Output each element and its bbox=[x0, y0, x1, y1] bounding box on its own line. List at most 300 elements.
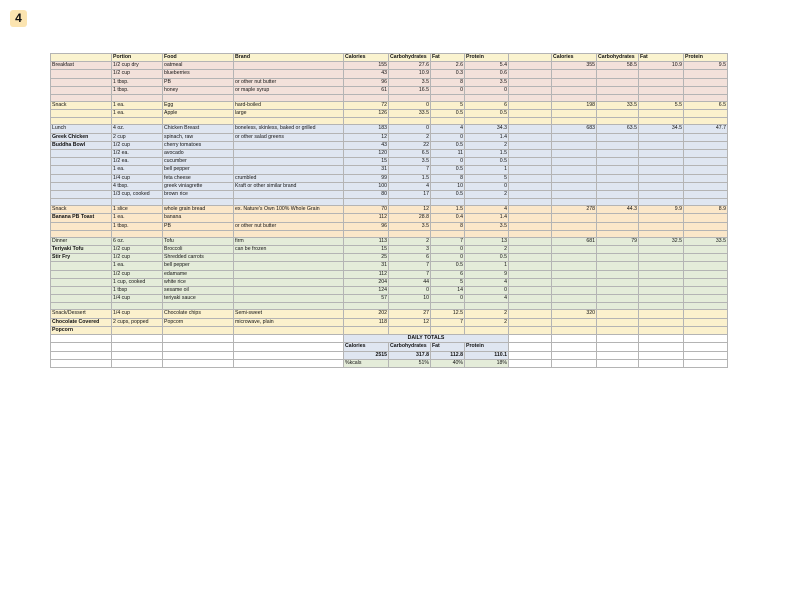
fat-cell: 5 bbox=[431, 102, 465, 110]
meal-label: Chocolate Covered bbox=[51, 318, 112, 326]
spacer-cell bbox=[509, 237, 552, 245]
meal-total-protein bbox=[684, 86, 728, 94]
blank-cell bbox=[552, 95, 597, 102]
spacer-cell bbox=[509, 222, 552, 230]
meal-total-calories bbox=[552, 182, 597, 190]
table-row bbox=[51, 174, 728, 182]
meal-label: Snack bbox=[51, 102, 112, 110]
protein-cell: 0 bbox=[465, 287, 509, 295]
calories-cell: 43 bbox=[344, 141, 389, 149]
carbs-cell: 10 bbox=[389, 295, 431, 303]
calories-cell: 31 bbox=[344, 166, 389, 174]
blank-cell bbox=[639, 95, 684, 102]
food-cell: brown rice bbox=[163, 191, 234, 199]
carbs-cell: 16.5 bbox=[389, 86, 431, 94]
blank-cell bbox=[112, 230, 163, 237]
fat-cell: 0.4 bbox=[431, 214, 465, 222]
calories-cell: 99 bbox=[344, 174, 389, 182]
calories-cell: 155 bbox=[344, 62, 389, 70]
brand-cell: Semi-sweet bbox=[234, 310, 344, 318]
meal-label: Snack bbox=[51, 206, 112, 214]
meal-label: Breakfast bbox=[51, 62, 112, 70]
daily-total-calories: 2515 bbox=[344, 351, 389, 359]
table-row bbox=[51, 270, 728, 278]
meal-total-protein bbox=[684, 158, 728, 166]
table-row bbox=[51, 110, 728, 118]
fat-cell: 8 bbox=[431, 222, 465, 230]
blank-cell bbox=[639, 303, 684, 310]
spacer-cell bbox=[509, 326, 552, 334]
meal-total-protein bbox=[684, 278, 728, 286]
meal-total-calories bbox=[552, 214, 597, 222]
meal-total-fat bbox=[639, 166, 684, 174]
fat-cell: 2.6 bbox=[431, 62, 465, 70]
spacer-cell bbox=[509, 133, 552, 141]
portion-cell: 1 ea. bbox=[112, 166, 163, 174]
meal-total-calories bbox=[552, 270, 597, 278]
meal-total-fat bbox=[639, 262, 684, 270]
portion-cell: 1 tbsp. bbox=[112, 222, 163, 230]
meal-total-carbs bbox=[597, 141, 639, 149]
blank-row bbox=[51, 230, 728, 237]
spacer-cell bbox=[509, 166, 552, 174]
blank-cell bbox=[639, 230, 684, 237]
meal-total-protein bbox=[684, 166, 728, 174]
carbs-cell: 27.6 bbox=[389, 62, 431, 70]
blank-cell bbox=[684, 335, 728, 343]
brand-cell bbox=[234, 166, 344, 174]
meal-label bbox=[51, 278, 112, 286]
meal-total-carbs bbox=[597, 86, 639, 94]
table-row bbox=[51, 62, 728, 70]
table-row bbox=[51, 278, 728, 286]
blank-cell bbox=[552, 230, 597, 237]
daily-total-fat: 112.8 bbox=[431, 351, 465, 359]
blank-cell bbox=[684, 199, 728, 206]
header-protein: Protein bbox=[465, 54, 509, 62]
food-cell: teriyaki sauce bbox=[163, 295, 234, 303]
brand-cell: or other nut butter bbox=[234, 222, 344, 230]
protein-cell: 1 bbox=[465, 166, 509, 174]
meal-total-fat bbox=[639, 318, 684, 326]
meal-total-protein bbox=[684, 270, 728, 278]
meal-total-fat bbox=[639, 246, 684, 254]
spacer-cell bbox=[509, 310, 552, 318]
brand-cell bbox=[234, 326, 344, 334]
food-cell bbox=[163, 326, 234, 334]
meal-total-fat bbox=[639, 278, 684, 286]
blank-cell bbox=[112, 303, 163, 310]
meal-total-protein bbox=[684, 326, 728, 334]
portion-cell: 1 ea. bbox=[112, 110, 163, 118]
meal-total-carbs: 79 bbox=[597, 237, 639, 245]
meal-total-protein bbox=[684, 262, 728, 270]
blank-cell bbox=[163, 343, 234, 351]
food-cell: Chocolate chips bbox=[163, 310, 234, 318]
calories-cell: 126 bbox=[344, 110, 389, 118]
spacer-cell bbox=[509, 86, 552, 94]
protein-cell bbox=[465, 326, 509, 334]
calories-cell: 25 bbox=[344, 254, 389, 262]
portion-cell: 6 oz. bbox=[112, 237, 163, 245]
blank-cell bbox=[509, 118, 552, 125]
spacer-cell bbox=[509, 110, 552, 118]
food-cell: spinach, raw bbox=[163, 133, 234, 141]
blank-cell bbox=[163, 199, 234, 206]
header-total-fat: Fat bbox=[639, 54, 684, 62]
meal-total-protein bbox=[684, 246, 728, 254]
spacer-cell bbox=[509, 78, 552, 86]
meal-label bbox=[51, 78, 112, 86]
blank-cell bbox=[112, 351, 163, 359]
meal-label bbox=[51, 262, 112, 270]
daily-total-protein: 110.1 bbox=[465, 351, 509, 359]
meal-total-protein bbox=[684, 214, 728, 222]
spacer-cell bbox=[509, 262, 552, 270]
blank-cell bbox=[465, 230, 509, 237]
food-cell: PB bbox=[163, 78, 234, 86]
table-row bbox=[51, 310, 728, 318]
meal-total-carbs bbox=[597, 254, 639, 262]
brand-cell bbox=[234, 70, 344, 78]
meal-total-carbs: 33.5 bbox=[597, 102, 639, 110]
blank-cell bbox=[465, 95, 509, 102]
calories-cell: 70 bbox=[344, 206, 389, 214]
meal-label bbox=[51, 158, 112, 166]
blank-cell bbox=[509, 351, 552, 359]
header-calories: Calories bbox=[344, 54, 389, 62]
blank-cell bbox=[597, 303, 639, 310]
meal-total-calories: 278 bbox=[552, 206, 597, 214]
meal-total-protein bbox=[684, 174, 728, 182]
food-cell: sesame oil bbox=[163, 287, 234, 295]
meal-label bbox=[51, 287, 112, 295]
carbs-cell: 0 bbox=[389, 102, 431, 110]
table-row bbox=[51, 125, 728, 133]
brand-cell bbox=[234, 141, 344, 149]
meal-label: Banana PB Toast bbox=[51, 214, 112, 222]
meal-total-protein bbox=[684, 182, 728, 190]
meal-label: Dinner bbox=[51, 237, 112, 245]
header-carbs: Carbohydrates bbox=[389, 54, 431, 62]
fat-cell: 7 bbox=[431, 237, 465, 245]
meal-total-protein bbox=[684, 110, 728, 118]
meal-label: Greek Chicken bbox=[51, 133, 112, 141]
meal-total-fat: 10.9 bbox=[639, 62, 684, 70]
blank-cell bbox=[389, 199, 431, 206]
meal-total-carbs bbox=[597, 295, 639, 303]
brand-cell bbox=[234, 62, 344, 70]
pct-kcals-carbs: 51% bbox=[389, 359, 431, 367]
portion-cell: 1 cup, cooked bbox=[112, 278, 163, 286]
meal-total-calories bbox=[552, 110, 597, 118]
meal-total-calories bbox=[552, 191, 597, 199]
meal-total-fat: 34.5 bbox=[639, 125, 684, 133]
portion-cell: 1 tbsp. bbox=[112, 86, 163, 94]
food-cell: feta cheese bbox=[163, 174, 234, 182]
blank-cell bbox=[431, 303, 465, 310]
brand-cell bbox=[234, 254, 344, 262]
meal-total-protein: 9.5 bbox=[684, 62, 728, 70]
spacer-cell bbox=[509, 102, 552, 110]
portion-cell: 1 tbsp. bbox=[112, 78, 163, 86]
portion-cell: 1/2 ea. bbox=[112, 158, 163, 166]
brand-cell: or other salad greens bbox=[234, 133, 344, 141]
table-row bbox=[51, 102, 728, 110]
meal-total-fat: 9.9 bbox=[639, 206, 684, 214]
carbs-cell: 1.5 bbox=[389, 174, 431, 182]
portion-cell: 1/2 cup bbox=[112, 246, 163, 254]
blank-cell bbox=[552, 359, 597, 367]
brand-cell bbox=[234, 191, 344, 199]
blank-cell bbox=[234, 230, 344, 237]
blank-cell bbox=[509, 199, 552, 206]
meal-total-carbs bbox=[597, 246, 639, 254]
table-row bbox=[51, 150, 728, 158]
blank-cell bbox=[51, 95, 112, 102]
carbs-cell: 12 bbox=[389, 318, 431, 326]
blank-cell bbox=[163, 118, 234, 125]
brand-cell bbox=[234, 150, 344, 158]
carbs-cell: 0 bbox=[389, 125, 431, 133]
blank-cell bbox=[684, 343, 728, 351]
carbs-cell: 17 bbox=[389, 191, 431, 199]
blank-cell bbox=[163, 335, 234, 343]
meal-total-calories bbox=[552, 246, 597, 254]
spacer-cell bbox=[509, 150, 552, 158]
blank-row bbox=[51, 95, 728, 102]
meal-total-fat: 32.5 bbox=[639, 237, 684, 245]
blank-cell bbox=[597, 95, 639, 102]
fat-cell: 7 bbox=[431, 318, 465, 326]
daily-totals-title-row bbox=[51, 335, 728, 343]
calories-cell: 12 bbox=[344, 133, 389, 141]
protein-cell: 6 bbox=[465, 102, 509, 110]
meal-total-fat bbox=[639, 110, 684, 118]
portion-cell: 1/2 cup bbox=[112, 254, 163, 262]
table-row bbox=[51, 287, 728, 295]
meal-label bbox=[51, 86, 112, 94]
fat-cell: 12.5 bbox=[431, 310, 465, 318]
blank-cell bbox=[344, 230, 389, 237]
meal-total-carbs bbox=[597, 150, 639, 158]
meal-total-fat bbox=[639, 158, 684, 166]
daily-totals-header-row bbox=[51, 343, 728, 351]
food-cell: bell pepper bbox=[163, 262, 234, 270]
carbs-cell: 0 bbox=[389, 287, 431, 295]
blank-cell bbox=[163, 359, 234, 367]
spacer-cell bbox=[509, 206, 552, 214]
meal-total-protein bbox=[684, 295, 728, 303]
table-row bbox=[51, 237, 728, 245]
blank-cell bbox=[465, 118, 509, 125]
page-number-badge: 4 bbox=[10, 10, 27, 27]
fat-cell: 0 bbox=[431, 295, 465, 303]
brand-cell: firm bbox=[234, 237, 344, 245]
calories-cell: 124 bbox=[344, 287, 389, 295]
protein-cell: 3.5 bbox=[465, 78, 509, 86]
header-spacer bbox=[509, 54, 552, 62]
calories-cell: 183 bbox=[344, 125, 389, 133]
blank-cell bbox=[163, 95, 234, 102]
pct-kcals-label: %kcals bbox=[344, 359, 389, 367]
meal-label: Snack/Dessert bbox=[51, 310, 112, 318]
food-cell: avocado bbox=[163, 150, 234, 158]
portion-cell: 1/3 cup, cooked bbox=[112, 191, 163, 199]
protein-cell: 34.3 bbox=[465, 125, 509, 133]
blank-cell bbox=[597, 230, 639, 237]
blank-cell bbox=[684, 95, 728, 102]
carbs-cell: 2 bbox=[389, 133, 431, 141]
meal-total-calories bbox=[552, 326, 597, 334]
blank-cell bbox=[639, 335, 684, 343]
blank-cell bbox=[344, 199, 389, 206]
meal-total-fat bbox=[639, 295, 684, 303]
blank-cell bbox=[597, 118, 639, 125]
calories-cell: 202 bbox=[344, 310, 389, 318]
blank-row bbox=[51, 303, 728, 310]
protein-cell: 3.5 bbox=[465, 222, 509, 230]
protein-cell: 0.5 bbox=[465, 158, 509, 166]
blank-cell bbox=[597, 359, 639, 367]
carbs-cell: 10.9 bbox=[389, 70, 431, 78]
meal-total-protein: 8.9 bbox=[684, 206, 728, 214]
header-blank bbox=[51, 54, 112, 62]
blank-cell bbox=[163, 351, 234, 359]
meal-total-fat bbox=[639, 182, 684, 190]
daily-totals-header-calories: Calories bbox=[344, 343, 389, 351]
food-cell: Popcorn bbox=[163, 318, 234, 326]
meal-total-fat bbox=[639, 287, 684, 295]
blank-cell bbox=[431, 95, 465, 102]
protein-cell: 5.4 bbox=[465, 62, 509, 70]
portion-cell: 1/2 cup bbox=[112, 141, 163, 149]
carbs-cell bbox=[389, 326, 431, 334]
food-cell: banana bbox=[163, 214, 234, 222]
blank-cell bbox=[509, 359, 552, 367]
daily-totals-header-fat: Fat bbox=[431, 343, 465, 351]
protein-cell: 9 bbox=[465, 270, 509, 278]
daily-totals-header-carbs: Carbohydrates bbox=[389, 343, 431, 351]
portion-cell: 1/4 cup bbox=[112, 295, 163, 303]
portion-cell: 1/4 cup bbox=[112, 310, 163, 318]
meal-total-carbs bbox=[597, 182, 639, 190]
header-row bbox=[51, 54, 728, 62]
blank-cell bbox=[465, 303, 509, 310]
calories-cell: 72 bbox=[344, 102, 389, 110]
table-row bbox=[51, 78, 728, 86]
blank-row bbox=[51, 199, 728, 206]
table-row bbox=[51, 166, 728, 174]
meal-label bbox=[51, 110, 112, 118]
blank-cell bbox=[639, 351, 684, 359]
daily-totals-pct-row bbox=[51, 359, 728, 367]
meal-label bbox=[51, 295, 112, 303]
spacer-cell bbox=[509, 295, 552, 303]
food-cell: Shredded carrots bbox=[163, 254, 234, 262]
meal-total-carbs bbox=[597, 158, 639, 166]
food-cell: cucumber bbox=[163, 158, 234, 166]
food-cell: Apple bbox=[163, 110, 234, 118]
meal-total-carbs bbox=[597, 78, 639, 86]
meal-total-carbs bbox=[597, 326, 639, 334]
blank-cell bbox=[234, 303, 344, 310]
meal-total-calories bbox=[552, 222, 597, 230]
spacer-cell bbox=[509, 141, 552, 149]
meal-total-calories bbox=[552, 158, 597, 166]
carbs-cell: 12 bbox=[389, 206, 431, 214]
table-row bbox=[51, 214, 728, 222]
portion-cell: 1 slice bbox=[112, 206, 163, 214]
table-row bbox=[51, 158, 728, 166]
blank-cell bbox=[597, 335, 639, 343]
protein-cell: 2 bbox=[465, 141, 509, 149]
spacer-cell bbox=[509, 62, 552, 70]
blank-cell bbox=[112, 335, 163, 343]
meal-total-calories bbox=[552, 70, 597, 78]
header-fat: Fat bbox=[431, 54, 465, 62]
fat-cell: 0 bbox=[431, 133, 465, 141]
meal-total-fat bbox=[639, 133, 684, 141]
blank-cell bbox=[597, 351, 639, 359]
blank-cell bbox=[509, 303, 552, 310]
meal-total-protein bbox=[684, 287, 728, 295]
blank-cell bbox=[389, 118, 431, 125]
calories-cell: 112 bbox=[344, 214, 389, 222]
meal-total-calories bbox=[552, 174, 597, 182]
meal-total-protein bbox=[684, 78, 728, 86]
calories-cell: 15 bbox=[344, 158, 389, 166]
portion-cell bbox=[112, 326, 163, 334]
portion-cell: 1 ea. bbox=[112, 102, 163, 110]
blank-cell bbox=[112, 199, 163, 206]
carbs-cell: 3 bbox=[389, 246, 431, 254]
blank-cell bbox=[163, 230, 234, 237]
meal-total-calories bbox=[552, 318, 597, 326]
fat-cell: 6 bbox=[431, 270, 465, 278]
meal-total-fat bbox=[639, 254, 684, 262]
calories-cell: 100 bbox=[344, 182, 389, 190]
meal-total-fat bbox=[639, 214, 684, 222]
meal-total-protein: 33.5 bbox=[684, 237, 728, 245]
meal-total-calories bbox=[552, 278, 597, 286]
fat-cell: 8 bbox=[431, 78, 465, 86]
blank-cell bbox=[684, 303, 728, 310]
fat-cell: 0 bbox=[431, 86, 465, 94]
calories-cell: 113 bbox=[344, 237, 389, 245]
blank-cell bbox=[465, 199, 509, 206]
fat-cell: 0 bbox=[431, 246, 465, 254]
meal-label bbox=[51, 166, 112, 174]
calories-cell: 96 bbox=[344, 222, 389, 230]
blank-cell bbox=[51, 199, 112, 206]
meal-total-protein bbox=[684, 191, 728, 199]
fat-cell: 0.5 bbox=[431, 166, 465, 174]
meal-total-carbs bbox=[597, 214, 639, 222]
blank-cell bbox=[389, 95, 431, 102]
blank-cell bbox=[51, 343, 112, 351]
meal-total-calories bbox=[552, 166, 597, 174]
blank-cell bbox=[163, 303, 234, 310]
blank-cell bbox=[552, 303, 597, 310]
protein-cell: 1.4 bbox=[465, 133, 509, 141]
protein-cell: 0.5 bbox=[465, 254, 509, 262]
spacer-cell bbox=[509, 254, 552, 262]
blank-cell bbox=[51, 303, 112, 310]
blank-cell bbox=[431, 118, 465, 125]
brand-cell bbox=[234, 295, 344, 303]
portion-cell: 4 tbsp. bbox=[112, 182, 163, 190]
